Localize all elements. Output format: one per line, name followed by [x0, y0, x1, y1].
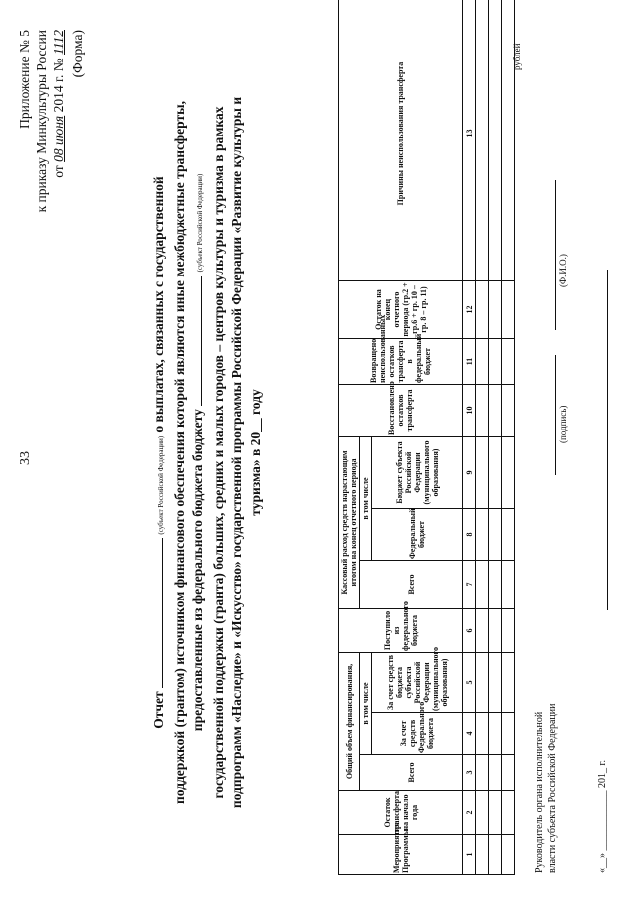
header-received: Поступило из федерального бюджета [339, 609, 463, 653]
subject-caption-2: (субъект Российской Федерации) [196, 173, 204, 273]
title-line-6: туризма» в 20__ году [247, 389, 263, 516]
page-number: 33 [18, 451, 33, 465]
title-line-3 [189, 40, 210, 865]
annex-line2: к приказу Минкультуры России [34, 30, 49, 213]
col-num: 6 [463, 609, 476, 653]
annex-number: 1112 [51, 30, 66, 55]
column-number-row [463, 0, 476, 875]
col-num: 2 [463, 791, 476, 835]
header-total: Всего [360, 755, 463, 791]
report-table [338, 0, 515, 875]
title-otchet: Отчет [151, 691, 166, 729]
col-num: 10 [463, 385, 476, 437]
header-federal-funds: За счет средств Федерального бюджета [372, 713, 463, 755]
header-restored: Восстановлено остатков трансферта [339, 385, 463, 437]
name-caption: (Ф.И.О.) [558, 254, 568, 287]
name-line [554, 180, 556, 330]
table-row [489, 0, 502, 875]
annex-line3 [50, 30, 67, 260]
col-num: 5 [463, 653, 476, 713]
annex-year: 2014 г. № [51, 58, 66, 113]
header-financing-group: Общий объем финансирования, [339, 653, 360, 791]
header-including: в том числе [360, 653, 372, 755]
annex-from: от [51, 165, 66, 178]
title-line-5: подпрограмм «Наследие» и «Искусство» государственной программы Российской Федерации «Развитие культуры и [229, 96, 244, 809]
col-num: 4 [463, 713, 476, 755]
form-label: (Форма) [70, 30, 85, 78]
col-num: 13 [463, 0, 476, 281]
signatory-line1: Руководитель органа исполнительной [534, 711, 545, 873]
header-balance-end: Остаток на конец отчетного периода (гр.2 + гр.6 + гр. 10 – гр. 8 – гр. 11) [339, 281, 463, 339]
header-reasons: Причины неиспользования трансферта [339, 0, 463, 281]
header-measures: Мероприятия Программы [339, 835, 463, 875]
title-line-2: поддержкой (грантом) источником финансового обеспечения которой являются иные межбюджетные трансферты, [171, 101, 187, 805]
header-balance-start: Остаток трансферта на начало года [339, 791, 463, 835]
col-num: 11 [463, 339, 476, 385]
header-total-2: Всего [360, 561, 463, 609]
signature-line [554, 355, 556, 475]
title-line-4: государственной поддержки (гранта) больших, средних и малых городов – центров культуры и туризма в рамках [210, 106, 226, 799]
report-title [150, 40, 265, 865]
header-cash-group: Кассовый расход средств нарастающим итогом на конец отчетного периода [339, 437, 360, 609]
header-row-1 [339, 0, 360, 875]
title-line3-text: предоставленные из федерального бюджета бюджету [190, 409, 205, 732]
header-including-2: в том числе [360, 437, 372, 561]
col-num: 3 [463, 755, 476, 791]
footer-rule [606, 270, 608, 610]
signatory-block [533, 683, 559, 873]
col-num: 1 [463, 835, 476, 875]
annex-date: 08 июня [51, 115, 66, 162]
col-num: 12 [463, 281, 476, 339]
title-line-1 [150, 40, 171, 865]
annex-line1: Приложение № 5 [17, 30, 32, 129]
subject-caption-1: (субъект Российской Федерации) [157, 435, 165, 535]
table-row [476, 0, 489, 875]
signature-caption: (подпись) [558, 405, 568, 443]
title-line1-rest: о выплатах, связанных с государственной [151, 176, 166, 433]
header-returned: Возвращено неиспользованных остатков трансферта в федеральный бюджет [339, 339, 463, 385]
header-federal-budget: Федеральный бюджет [372, 509, 463, 561]
currency-label: рублей [512, 43, 522, 70]
signatory-line2: власти субъекта Российской Федерации [547, 703, 558, 873]
table-row [502, 0, 515, 875]
subject-blank [150, 538, 163, 688]
annex-header [16, 30, 67, 260]
header-subject-budget: Бюджет субъекта Российской Федерации (муниципального образования) [372, 437, 463, 509]
header-subject-funds: За счет средств бюджета субъекта Российской Федерации (муниципального образования) [372, 653, 463, 713]
col-num: 9 [463, 437, 476, 509]
col-num: 8 [463, 509, 476, 561]
col-num: 7 [463, 561, 476, 609]
date-line: «__» ____________ 201_ г. [597, 760, 608, 873]
subject-blank-2 [189, 276, 202, 406]
